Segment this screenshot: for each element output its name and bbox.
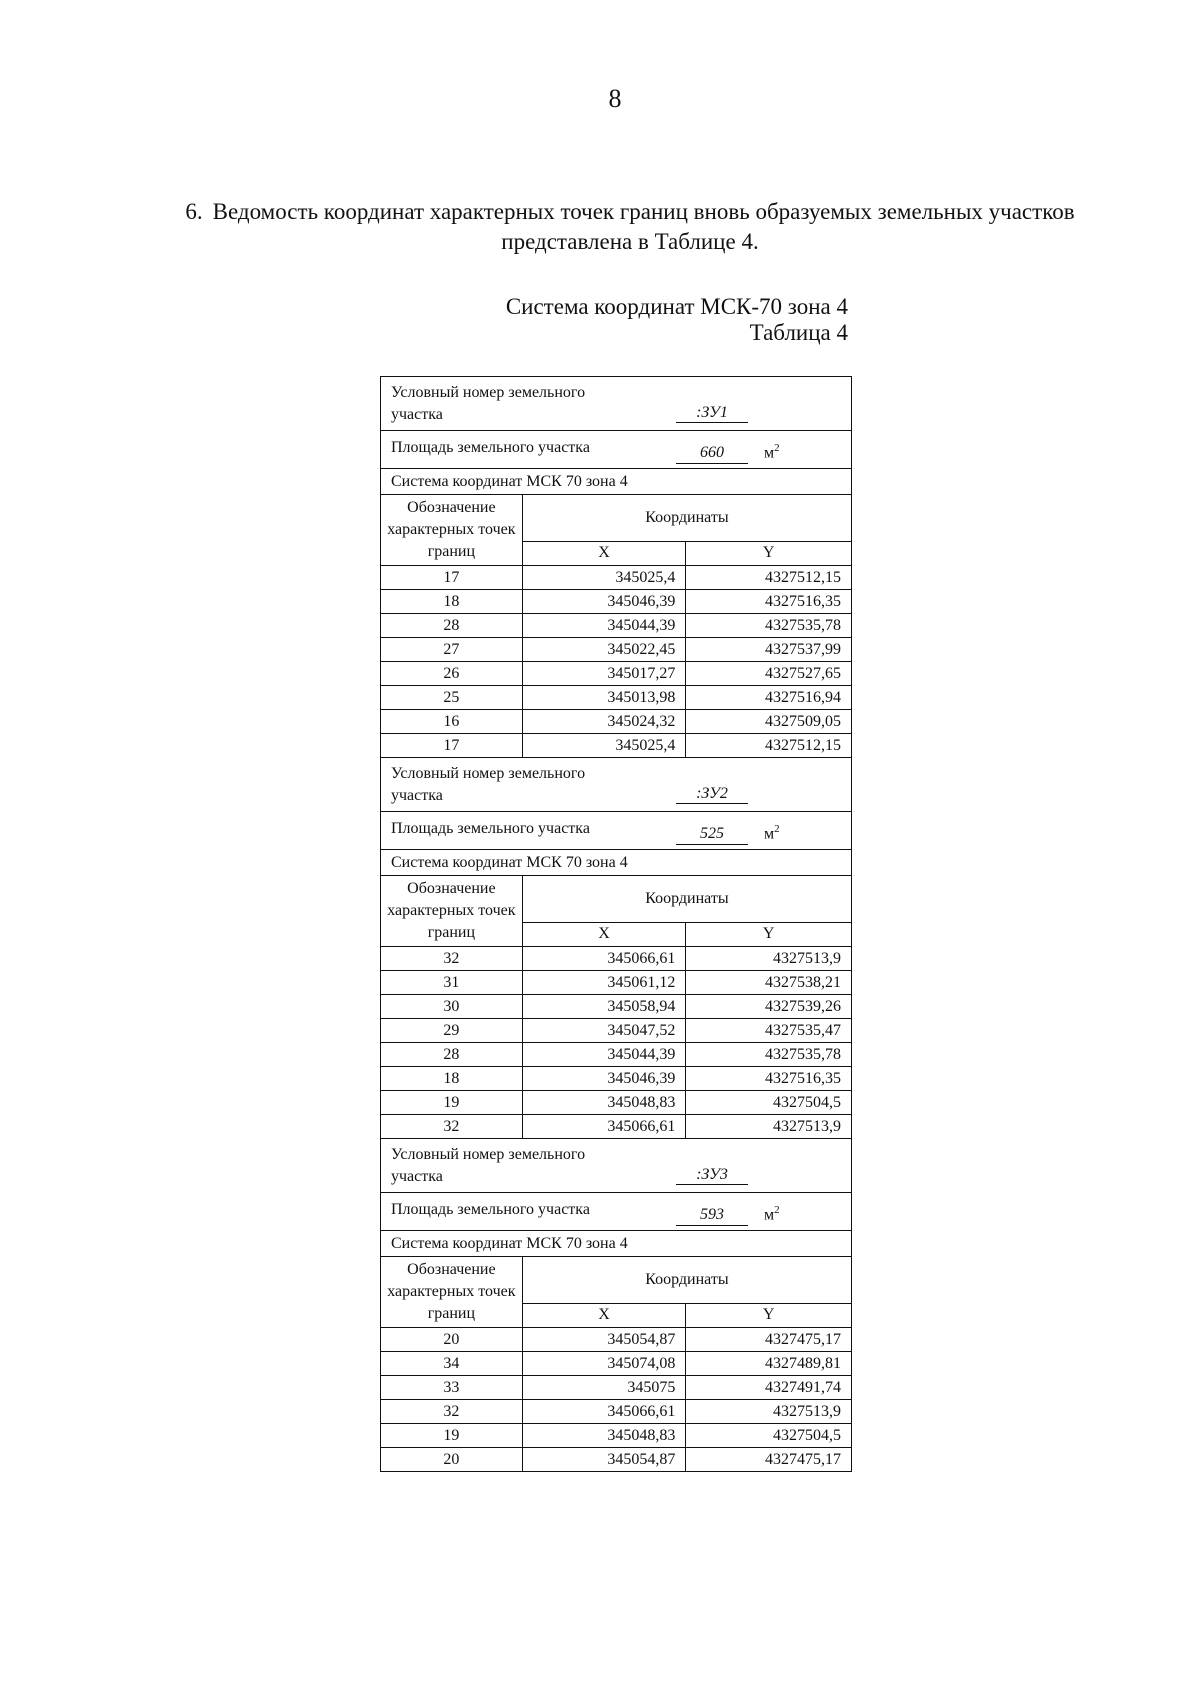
- header-row: [381, 1257, 852, 1304]
- point-id: 34: [381, 1352, 523, 1376]
- point-id: 25: [381, 686, 523, 710]
- lot-number-label: Условный номер земельного участка: [391, 1145, 586, 1185]
- y-value: 4327513,9: [686, 1115, 852, 1139]
- section-number: 6.: [185, 199, 203, 224]
- table-row: [381, 971, 852, 995]
- x-value: 345061,12: [522, 971, 686, 995]
- y-value: 4327512,15: [686, 566, 852, 590]
- table-row: [381, 1352, 852, 1376]
- area-unit: [764, 437, 780, 464]
- x-value: 345066,61: [522, 1400, 686, 1424]
- y-value: 4327537,99: [686, 638, 852, 662]
- y-value: 4327535,78: [686, 1043, 852, 1067]
- lot-area-value: 660: [676, 443, 748, 464]
- x-value: 345025,4: [522, 566, 686, 590]
- point-id: 31: [381, 971, 523, 995]
- x-value: 345075: [522, 1376, 686, 1400]
- x-value: 345046,39: [522, 590, 686, 614]
- point-id: 28: [381, 1043, 523, 1067]
- lot-number-label: Условный номер земельного участка: [391, 764, 586, 804]
- coordinates-table: [380, 376, 852, 1472]
- coordinates-header: Координаты: [522, 1257, 851, 1304]
- lot-area-row: [381, 812, 852, 850]
- x-value: 345058,94: [522, 995, 686, 1019]
- lot-number-value: :ЗУ3: [676, 1166, 748, 1185]
- table-row: [381, 1019, 852, 1043]
- table-row: [381, 1328, 852, 1352]
- y-header: Y: [686, 1303, 852, 1327]
- lot-area-label: Площадь земельного участка: [391, 1201, 590, 1219]
- y-value: 4327513,9: [686, 1400, 852, 1424]
- header-row: [381, 495, 852, 542]
- coordinate-system-row: [381, 1231, 852, 1257]
- x-value: 345066,61: [522, 1115, 686, 1139]
- point-id: 18: [381, 590, 523, 614]
- y-value: 4327538,21: [686, 971, 852, 995]
- table-row: [381, 590, 852, 614]
- point-id: 26: [381, 662, 523, 686]
- table-row: [381, 995, 852, 1019]
- area-unit-base: м: [764, 444, 775, 462]
- x-value: 345047,52: [522, 1019, 686, 1043]
- lot-area-row: [381, 1193, 852, 1231]
- coordinate-system-cell: Система координат МСК 70 зона 4: [381, 1231, 852, 1257]
- coordinate-system-row: [381, 850, 852, 876]
- table-row: [381, 947, 852, 971]
- y-value: 4327516,35: [686, 1067, 852, 1091]
- x-value: 345048,83: [522, 1091, 686, 1115]
- coordinate-system-row: [381, 469, 852, 495]
- y-value: 4327539,26: [686, 995, 852, 1019]
- lot-area-cell: [381, 1193, 852, 1231]
- lot-number-cell: [381, 1139, 852, 1193]
- lot-number-row: [381, 377, 852, 431]
- y-value: 4327509,05: [686, 710, 852, 734]
- y-header: Y: [686, 922, 852, 946]
- table-row: [381, 1043, 852, 1067]
- x-value: 345024,32: [522, 710, 686, 734]
- area-unit-superscript: 2: [774, 823, 780, 836]
- coordinates-header: Координаты: [522, 876, 851, 923]
- page-number: 8: [608, 84, 622, 113]
- coordinates-table-body: [381, 377, 852, 1472]
- point-id: 19: [381, 1424, 523, 1448]
- area-unit: [764, 818, 780, 845]
- point-id: 32: [381, 1400, 523, 1424]
- lot-area-label: Площадь земельного участка: [391, 439, 590, 457]
- section-text: Ведомость координат характерных точек границ вновь образуемых земельных участков представлена в Таблице 4.: [212, 199, 1075, 254]
- y-header: Y: [686, 541, 852, 565]
- table-row: [381, 1115, 852, 1139]
- coordinate-system-caption: Система координат МСК-70 зона 4: [505, 294, 848, 319]
- table-row: [381, 1424, 852, 1448]
- coordinates-header: Координаты: [522, 495, 851, 542]
- y-value: 4327504,5: [686, 1424, 852, 1448]
- y-value: 4327516,35: [686, 590, 852, 614]
- x-value: 345046,39: [522, 1067, 686, 1091]
- table-row: [381, 1067, 852, 1091]
- point-header: Обозначение характерных точек границ: [381, 876, 523, 947]
- point-id: 16: [381, 710, 523, 734]
- y-value: 4327512,15: [686, 734, 852, 758]
- x-value: 345044,39: [522, 614, 686, 638]
- x-value: 345066,61: [522, 947, 686, 971]
- x-header: X: [522, 541, 686, 565]
- point-id: 29: [381, 1019, 523, 1043]
- table-row: [381, 614, 852, 638]
- point-id: 32: [381, 947, 523, 971]
- point-id: 32: [381, 1115, 523, 1139]
- table-row: [381, 734, 852, 758]
- point-id: 33: [381, 1376, 523, 1400]
- x-value: 345048,83: [522, 1424, 686, 1448]
- x-value: 345013,98: [522, 686, 686, 710]
- point-header: Обозначение характерных точек границ: [381, 495, 523, 566]
- coordinate-system-cell: Система координат МСК 70 зона 4: [381, 469, 852, 495]
- y-value: 4327516,94: [686, 686, 852, 710]
- table-row: [381, 638, 852, 662]
- point-id: 28: [381, 614, 523, 638]
- point-id: 18: [381, 1067, 523, 1091]
- y-value: 4327475,17: [686, 1448, 852, 1472]
- lot-number-cell: [381, 377, 852, 431]
- x-value: 345017,27: [522, 662, 686, 686]
- lot-number-value: :ЗУ1: [676, 404, 748, 423]
- point-id: 17: [381, 734, 523, 758]
- point-id: 20: [381, 1448, 523, 1472]
- lot-number-cell: [381, 758, 852, 812]
- x-value: 345044,39: [522, 1043, 686, 1067]
- section-heading: [150, 197, 1110, 257]
- x-value: 345025,4: [522, 734, 686, 758]
- coordinate-system-cell: Система координат МСК 70 зона 4: [381, 850, 852, 876]
- table-row: [381, 566, 852, 590]
- x-value: 345054,87: [522, 1448, 686, 1472]
- lot-area-cell: [381, 812, 852, 850]
- lot-area-row: [381, 431, 852, 469]
- lot-number-label: Условный номер земельного участка: [391, 383, 586, 423]
- area-unit-base: м: [764, 1206, 775, 1224]
- table-row: [381, 1400, 852, 1424]
- point-id: 20: [381, 1328, 523, 1352]
- area-unit: [764, 1199, 780, 1226]
- point-header: Обозначение характерных точек границ: [381, 1257, 523, 1328]
- lot-number-row: [381, 1139, 852, 1193]
- lot-area-value: 525: [676, 824, 748, 845]
- y-value: 4327535,47: [686, 1019, 852, 1043]
- point-id: 27: [381, 638, 523, 662]
- table-row: [381, 1376, 852, 1400]
- point-id: 30: [381, 995, 523, 1019]
- area-unit-base: м: [764, 825, 775, 843]
- lot-number-row: [381, 758, 852, 812]
- x-header: X: [522, 922, 686, 946]
- x-value: 345054,87: [522, 1328, 686, 1352]
- y-value: 4327475,17: [686, 1328, 852, 1352]
- area-unit-superscript: 2: [774, 442, 780, 455]
- table-row: [381, 686, 852, 710]
- x-value: 345074,08: [522, 1352, 686, 1376]
- y-value: 4327491,74: [686, 1376, 852, 1400]
- y-value: 4327535,78: [686, 614, 852, 638]
- table-row: [381, 1091, 852, 1115]
- y-value: 4327489,81: [686, 1352, 852, 1376]
- lot-number-value: :ЗУ2: [676, 785, 748, 804]
- y-value: 4327513,9: [686, 947, 852, 971]
- point-id: 17: [381, 566, 523, 590]
- header-row: [381, 876, 852, 923]
- y-value: 4327504,5: [686, 1091, 852, 1115]
- lot-area-label: Площадь земельного участка: [391, 820, 590, 838]
- table-row: [381, 662, 852, 686]
- x-header: X: [522, 1303, 686, 1327]
- area-unit-superscript: 2: [774, 1204, 780, 1217]
- point-id: 19: [381, 1091, 523, 1115]
- table-caption: Таблица 4: [749, 320, 848, 345]
- y-value: 4327527,65: [686, 662, 852, 686]
- lot-area-value: 593: [676, 1205, 748, 1226]
- table-row: [381, 1448, 852, 1472]
- table-row: [381, 710, 852, 734]
- lot-area-cell: [381, 431, 852, 469]
- x-value: 345022,45: [522, 638, 686, 662]
